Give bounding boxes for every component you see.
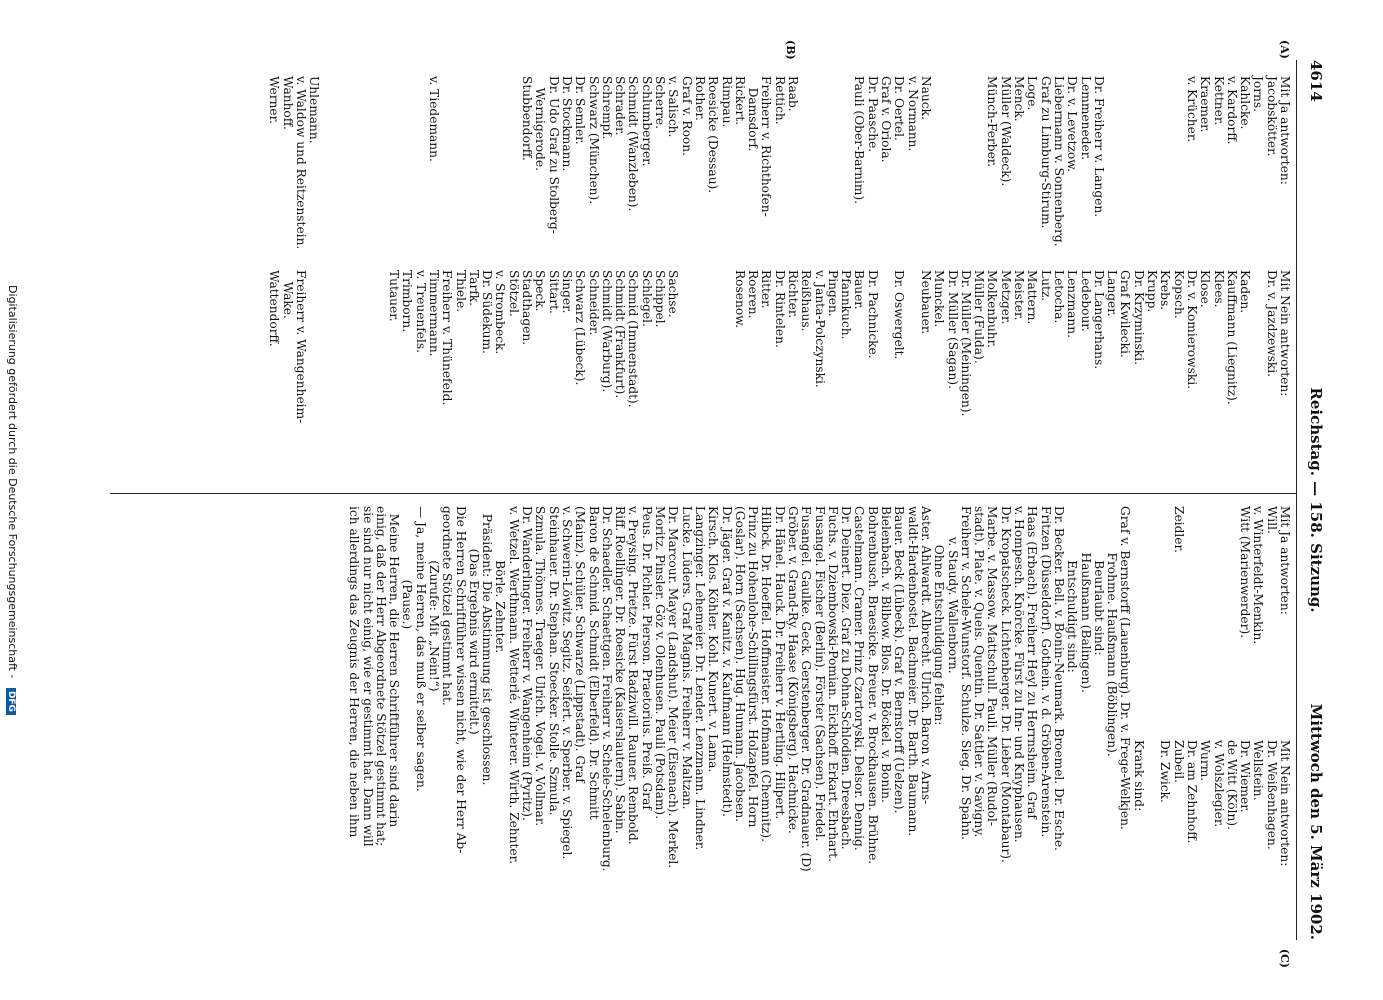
- text-line: — Ja, meine Herren, das muß er selber sagen.: [413, 506, 428, 792]
- text-line: Lenzmann.: [1065, 270, 1080, 338]
- column-4-no-votes: [1131, 740, 1291, 866]
- text-line: Dr. Südekum.: [480, 270, 495, 354]
- text-line: Rother.: [692, 76, 707, 121]
- text-line: Ritter.: [759, 270, 774, 309]
- footer-text: Digitalisierung gefördert durch die Deutsche Forschungsgemeinschaft -: [6, 285, 19, 679]
- text-line: geordnete Stötzel gestimmt hat.: [440, 506, 455, 706]
- text-line: Meister.: [1012, 270, 1027, 321]
- text-line: Fusangel. Fischer (Berlin). Förster (Sachsen). Friedel.: [812, 506, 827, 842]
- text-line: Rickert.: [732, 76, 747, 126]
- text-line: Haas (Erbach). Freiherr Heyl zu Herrnsheim. Graf: [1025, 506, 1040, 819]
- text-line: Sittart.: [546, 270, 561, 314]
- text-line: Kirsch. Klos. Köhler. Kohl. Kunert. v. Lama.: [706, 506, 721, 773]
- text-line: Aster. Ahlwardt. Albrecht. Ulrich. Baron v. Arns-: [918, 506, 933, 805]
- text-line: Graf v. Roon.: [679, 76, 694, 156]
- text-line: Bauer.: [852, 270, 867, 310]
- text-line: Dr. Kropatscheck. Lichtenberger. Dr. Lieber (Montabaur).: [998, 506, 1013, 863]
- text-line: Schippel.: [653, 270, 668, 328]
- text-line: Haußmann (Balingen).: [1078, 506, 1093, 693]
- text-line: v. Strombeck.: [493, 270, 508, 355]
- text-line: Singer.: [559, 270, 574, 314]
- text-line: Zubeil.: [1171, 740, 1186, 784]
- text-line: Kraemer.: [1198, 76, 1213, 133]
- text-line: [320, 76, 333, 249]
- text-line: Jorns.: [1251, 76, 1266, 113]
- text-line: Klees.: [1211, 270, 1226, 308]
- text-line: v. Waldow und Reitzenstein.: [294, 76, 309, 250]
- text-line: Müller (Fulda).: [972, 270, 987, 364]
- text-line: [334, 76, 347, 249]
- text-line: Frohme. Haußmann (Böblingen).: [1105, 506, 1120, 757]
- text-line: Mattern.: [1025, 270, 1040, 325]
- text-line: [506, 76, 519, 249]
- text-line: Tarfk.: [466, 270, 481, 307]
- text-line: Lucke. Lüders. Graf Magnis. Freiherr v. Maltzan.: [679, 506, 694, 810]
- text-line: Krank sind:: [1131, 740, 1146, 812]
- text-line: stadt). Plate. v. Queis. Quentin. Dr. Sattler. v. Savigny.: [972, 506, 987, 838]
- text-line: Damsdorf.: [746, 76, 761, 152]
- text-line: Dr. v. Jazdzewski.: [1264, 270, 1279, 378]
- text-line: ich allerdings das Zeugnis der Herren, die neben ihm: [347, 506, 362, 838]
- text-line: Witt (Marienwerder).: [1238, 506, 1253, 639]
- text-line: v. Wetzel. Werthmann. Wetterlé. Winterer. Wirth. Zehnter.: [506, 506, 521, 864]
- text-line: [413, 76, 426, 249]
- text-line: Beurlaubt sind:: [1091, 506, 1106, 656]
- text-line: Bauer. Beck (Lübeck). Graf v. Bernstorff (Uelzen).: [892, 506, 907, 814]
- text-line: [826, 76, 839, 249]
- text-line: Reißhaus.: [799, 270, 814, 332]
- text-line: [307, 270, 320, 423]
- text-line: [719, 270, 732, 423]
- text-line: Langzinger. Lehemeier. Dr. Lender. Lenzmann. Lindner.: [692, 506, 707, 851]
- text-line: [374, 270, 387, 423]
- text-line: Dr. Rintelen.: [772, 270, 787, 348]
- column-1-yes-votes: [267, 76, 1291, 249]
- text-line: Szmula. Thönnes. Traeger. Ulrich. Vogel. v. Vollmar.: [533, 506, 548, 827]
- text-line: [360, 76, 373, 249]
- text-line: Stadthagen.: [520, 270, 535, 346]
- text-line: Dr. Paasche.: [865, 76, 880, 153]
- text-line: Tutauer.: [387, 270, 402, 322]
- text-line: Fuchs. v. Dziembowski-Pomian. Eickhoff. Erkart. Ehrhart.: [825, 506, 840, 862]
- text-line: Sachse.: [666, 270, 681, 318]
- text-line: Bielenbach. v. Bilbow. Blos. Dr. Böckel. v. Bonin.: [879, 506, 894, 803]
- text-line: Müller (Waldeck).: [998, 76, 1013, 187]
- text-line: v. Salisch.: [666, 76, 681, 138]
- text-line: Wanhoff.: [280, 76, 295, 130]
- dfg-logo: DFG: [6, 688, 16, 715]
- text-line: [347, 76, 360, 249]
- text-line: Raab.: [786, 76, 801, 112]
- text-line: Schlumberger.: [639, 76, 654, 167]
- text-line: Dr. Weißenhagen.: [1264, 740, 1279, 850]
- text-line: Steinhauer. Dr. Stephan. Stoecker. Stolle. Szmula.: [546, 506, 561, 816]
- session-title: Reichstag. — 158. Sitzung.: [1307, 387, 1325, 613]
- text-line: Scherre.: [653, 76, 668, 129]
- column-divider: [110, 493, 1297, 494]
- text-line: Freiherr v. Thünefeld.: [440, 270, 455, 406]
- text-line: Dr. Marcour. Mayer (Landshut). Meier (Eisenach). Merkel.: [666, 506, 681, 869]
- text-line: Wurm.: [1198, 740, 1213, 782]
- text-line: Speck.: [533, 270, 548, 312]
- text-line: [945, 76, 958, 249]
- text-line: v. Treuenfels.: [413, 270, 428, 354]
- text-line: Lemmeneder.: [1078, 76, 1093, 161]
- text-line: [1251, 270, 1264, 423]
- text-line: Meine Herren, die Herren Schriftführer sind darin: [387, 506, 402, 828]
- text-line: v. Janta-Polczynski.: [812, 270, 827, 388]
- text-line: v. Staudy. Wallenborn.: [945, 506, 960, 674]
- text-line: [905, 270, 918, 423]
- text-line: v. Kardorff.: [1224, 76, 1239, 145]
- text-line: Mit Nein antworten:: [1278, 740, 1292, 867]
- text-line: Pfannkuch.: [839, 270, 854, 340]
- text-line: Präsident: Die Abstimmung ist geschlossen.: [480, 506, 495, 786]
- text-line: einig, daß der Herr Abgeordnete Stötzel gestimmt hat;: [373, 506, 388, 847]
- text-line: Uhlemann.: [307, 76, 322, 144]
- text-line: Schwarz (München).: [586, 76, 601, 205]
- text-line: Marbe. v. Massow. Mattschull. Pauli. Müller (Rudol-: [985, 506, 1000, 826]
- text-line: Molkenbuhr.: [985, 270, 1000, 349]
- text-line: Kauffmann (Liegnitz).: [1224, 270, 1239, 405]
- text-line: v. Schwerin-Löwitz. Segitz. Seifert. v. Sperber. v. Spiegel.: [559, 506, 574, 860]
- text-line: Nauck.: [918, 76, 933, 120]
- session-date: Mittwoch den 5. März 1902.: [1307, 703, 1325, 940]
- text-line: de Witt (Köln).: [1224, 740, 1239, 831]
- text-line: Neubauer.: [918, 270, 933, 335]
- text-line: Liebermann v. Sonnenberg.: [1051, 76, 1066, 247]
- text-line: [480, 76, 493, 249]
- text-line: [360, 270, 373, 423]
- text-line: [1171, 76, 1184, 249]
- text-line: Thiele.: [453, 270, 468, 313]
- text-line: Kahlcke.: [1238, 76, 1253, 130]
- text-line: [799, 76, 812, 249]
- text-line: (Mainz). Schüler. Schwarze (Lippstadt). Graf: [573, 506, 588, 783]
- text-line: Dr. Pachnicke.: [865, 270, 880, 359]
- text-line: Castelmann. Cramer. Prinz Czartoryski. Delsor. Dennig.: [852, 506, 867, 851]
- text-line: [1145, 76, 1158, 249]
- text-line: [387, 76, 400, 249]
- text-line: Langer.: [1105, 270, 1120, 317]
- text-line: Münch-Ferber.: [985, 76, 1000, 168]
- text-line: (Zurufe: Mit „Nein!“): [427, 506, 441, 692]
- text-line: Pauli (Ober-Barnim).: [852, 76, 867, 205]
- text-line: Schlegel.: [639, 270, 654, 327]
- text-line: Bohrenbusch. Braesicke. Breuer. v. Brockhausen. Brühne.: [865, 506, 880, 865]
- text-line: Graf zu Limburg-Stirum.: [1038, 76, 1053, 229]
- text-line: Dr. Jäger. Graf v. Kanitz. v. Kaufmann (Helmstedt).: [719, 506, 734, 818]
- text-line: Dr. Schaedler. Schaettgen. Freiherr v. Schele-Schelenburg.: [599, 506, 614, 872]
- text-line: [1145, 740, 1158, 866]
- text-line: sie sind nur nicht einig, wie er gestimmt hat. Dann will: [360, 506, 375, 847]
- text-line: Dr. Udo Graf zu Stolberg-: [546, 76, 561, 234]
- text-line: Roeren.: [746, 270, 761, 319]
- text-line: Krebs.: [1158, 270, 1173, 311]
- text-line: Roesicke (Dessau).: [706, 76, 721, 194]
- text-line: [320, 270, 333, 423]
- text-line: Klose.: [1198, 270, 1213, 308]
- text-line: Graf v. Oriola.: [879, 76, 894, 163]
- text-line: v. Preysing. Prietze. Fürst Radziwill. Rauner. Rembold.: [626, 506, 641, 845]
- text-line: [453, 76, 466, 249]
- text-line: Prinz zu Hohenlohe-Schillingsfürst. Holzapfel. Horn: [746, 506, 761, 828]
- text-line: (Das Ergebnis wird ermittelt.): [466, 506, 481, 735]
- column-2-no-votes: [267, 270, 1291, 423]
- text-line: Mit Nein antworten:: [1278, 270, 1292, 397]
- text-line: [812, 76, 825, 249]
- text-line: Menck.: [1012, 76, 1027, 122]
- text-line: Dr. Zwick.: [1158, 740, 1173, 803]
- text-line: Die Herren Schriftführer wissen nicht, wie der Herr Ab-: [453, 506, 468, 854]
- text-line: [879, 270, 892, 423]
- text-line: v. Hompesch. Knörcke. Fürst zu Inn- und Knyphausen.: [1012, 506, 1027, 843]
- page-number: 4614: [1307, 60, 1325, 102]
- text-line: Wernigerode.: [533, 76, 548, 172]
- text-line: Pingen.: [825, 270, 840, 317]
- text-line: [1105, 76, 1118, 249]
- text-line: Moritz. Pinsler. Göz v. Olenhusen. Pauli (Potsdam).: [653, 506, 668, 820]
- text-line: [972, 76, 985, 249]
- text-line: Timmermann.: [427, 270, 441, 357]
- text-line: Dr. Krzyminski.: [1131, 270, 1146, 365]
- text-line: Schneider.: [586, 270, 601, 336]
- text-line: Schwarz (Lübeck).: [573, 270, 588, 386]
- text-line: [493, 76, 506, 249]
- text-line: Fusangel. Gaulke. Geck. Gerstenberger. Dr. Gradnauer. (D): [799, 506, 814, 872]
- text-line: Fritzen (Düsseldorf). Gothein. v. d. Gröben-Arenstein.: [1038, 506, 1053, 838]
- text-line: waldt-Hardenbostel. Bachmeier. Dr. Barth. Baumann.: [905, 506, 920, 837]
- text-line: v. Wolszlegier.: [1211, 740, 1226, 828]
- text-line: [959, 76, 972, 249]
- text-line: Dr. Stockmann.: [559, 76, 574, 172]
- text-line: Baron de Schmid. Schmidt (Elberfeld). Dr. Schmitt: [586, 506, 601, 820]
- text-line: Dr. Semler.: [573, 76, 588, 145]
- text-line: Schrempf.: [599, 76, 614, 140]
- text-line: Jacobskötter.: [1264, 76, 1279, 157]
- digitization-footer: [6, 0, 19, 1000]
- text-line: Dr. Oertel.: [892, 76, 907, 141]
- text-line: Freiherr v. Schele-Wunstorf. Schulze. Sieg. Dr. Spahn.: [958, 506, 973, 840]
- text-line: Wattendorff.: [267, 270, 282, 347]
- text-line: [1131, 76, 1144, 249]
- text-line: (Pause.): [400, 506, 415, 630]
- text-line: Dr. Wiemer.: [1238, 740, 1253, 813]
- text-line: Dr. Müller (Meiningen).: [958, 270, 973, 417]
- text-line: Dr. v. Levetzow.: [1065, 76, 1080, 173]
- text-line: Ohne Entschuldigung fehlen:: [932, 506, 947, 726]
- text-line: Rosenow.: [732, 270, 747, 329]
- text-line: [400, 76, 413, 249]
- text-line: Mit Ja antworten:: [1278, 506, 1292, 615]
- text-line: Will.: [1264, 506, 1279, 534]
- text-line: Schrader.: [613, 76, 628, 136]
- text-line: Dr. am Zehnhoff.: [1184, 740, 1199, 844]
- text-line: v. Winterfeldt-Menkin.: [1251, 506, 1266, 645]
- text-line: Richter.: [786, 270, 801, 319]
- text-line: Dr. Langerhans.: [1091, 270, 1106, 370]
- text-line: Dr. v. Komierowski.: [1184, 270, 1199, 389]
- text-line: Kopsch.: [1171, 270, 1186, 319]
- text-line: Stubbendorff.: [520, 76, 535, 161]
- text-line: Dr. Deinert. Diez. Graf zu Dohna-Schlodien. Dreesbach.: [839, 506, 854, 850]
- text-line: [693, 270, 706, 423]
- text-line: v. Krücher.: [1184, 76, 1199, 143]
- text-line: Trimborn.: [400, 270, 415, 333]
- text-line: [679, 270, 692, 423]
- text-line: Schmidt (Frankfurt).: [613, 270, 628, 399]
- text-line: v. Tiedemann.: [427, 76, 441, 162]
- margin-mark-b: (B): [784, 40, 797, 60]
- text-line: Graf Kwilecki.: [1118, 270, 1133, 358]
- text-line: Werner.: [267, 76, 282, 124]
- text-line: Schmidt (Wanzleben).: [626, 76, 641, 212]
- text-line: Freiherr v. Wangenheim-: [294, 270, 309, 424]
- text-line: Dr. Oswergelt.: [892, 270, 907, 360]
- text-line: [440, 76, 453, 249]
- text-line: Börle. Zehnter.: [493, 506, 508, 654]
- text-line: Letocha.: [1051, 270, 1066, 324]
- text-line: Dr. Hänel. Hauck. Dr. Freiherr v. Hertling. Hilpert.: [772, 506, 787, 820]
- text-line: Mit Ja antworten:: [1278, 76, 1292, 185]
- text-line: [467, 76, 480, 249]
- text-line: [1118, 76, 1131, 249]
- text-line: Peus. Dr. Pichler. Pierson. Praetorius. Preiß. Graf: [639, 506, 654, 810]
- text-line: Hilbck. Dr. Hoeffel. Hoffmeister. Hofmann (Chemnitz).: [759, 506, 774, 843]
- text-line: (Goslar). Horn (Sachsen). Hug. Humann. Jacobsen.: [732, 506, 747, 823]
- text-line: Stötzel.: [506, 270, 521, 317]
- text-line: Kettner.: [1211, 76, 1226, 126]
- text-line: Dr. Müller (Sagan).: [945, 270, 960, 389]
- text-line: Wellstein.: [1251, 740, 1266, 801]
- text-line: [334, 270, 347, 423]
- text-line: Krupp.: [1145, 270, 1160, 313]
- text-line: Dr. Wanderlinger. Freiherr v. Wangenheim (Pyritz).: [520, 506, 535, 821]
- text-line: [932, 76, 945, 249]
- page-header: [1299, 60, 1325, 940]
- text-line: Dr. Freiherr v. Langen.: [1091, 76, 1106, 218]
- text-line: [839, 76, 852, 249]
- text-line: Metzger.: [998, 270, 1013, 325]
- text-line: Gröber. v. Grand-Ry. Haase (Königsberg). Hachnicke.: [786, 506, 801, 834]
- text-line: [374, 76, 387, 249]
- text-line: Schmid (Immenstadt).: [626, 270, 641, 408]
- margin-mark-c: (C): [1278, 948, 1291, 968]
- text-line: v. Normann.: [905, 76, 920, 152]
- text-line: Riff. Roellinger. Dr. Roesicke (Kaiserslautern). Sabin.: [613, 506, 628, 834]
- header-rule: [1296, 60, 1297, 940]
- text-line: Schmidt (Warburg).: [599, 270, 614, 393]
- text-line: Munckel.: [932, 270, 947, 328]
- text-line: Entschuldigt sind:: [1065, 506, 1080, 673]
- text-line: Ledebour.: [1078, 270, 1093, 332]
- text-line: Rettich.: [772, 76, 787, 125]
- text-line: Graf v. Bernstorff (Lauenburg). Dr. v. Frege-Welkjen.: [1118, 506, 1133, 830]
- text-line: Lutz.: [1038, 270, 1053, 302]
- text-line: Freiherr v. Richthofen-: [759, 76, 774, 217]
- text-line: Zeidler.: [1171, 506, 1186, 553]
- text-line: [1158, 76, 1171, 249]
- text-line: [706, 270, 719, 423]
- text-line: [347, 270, 360, 423]
- text-line: Wake.: [280, 270, 295, 319]
- text-line: Rimpau.: [719, 76, 734, 128]
- text-line: Kaden.: [1238, 270, 1253, 314]
- text-line: Loge.: [1025, 76, 1040, 111]
- text-line: Dr. Becker. Bell. v. Bonin-Neumark. Broemel. Dr. Esche.: [1051, 506, 1066, 851]
- margin-mark-a: (A): [1278, 40, 1291, 59]
